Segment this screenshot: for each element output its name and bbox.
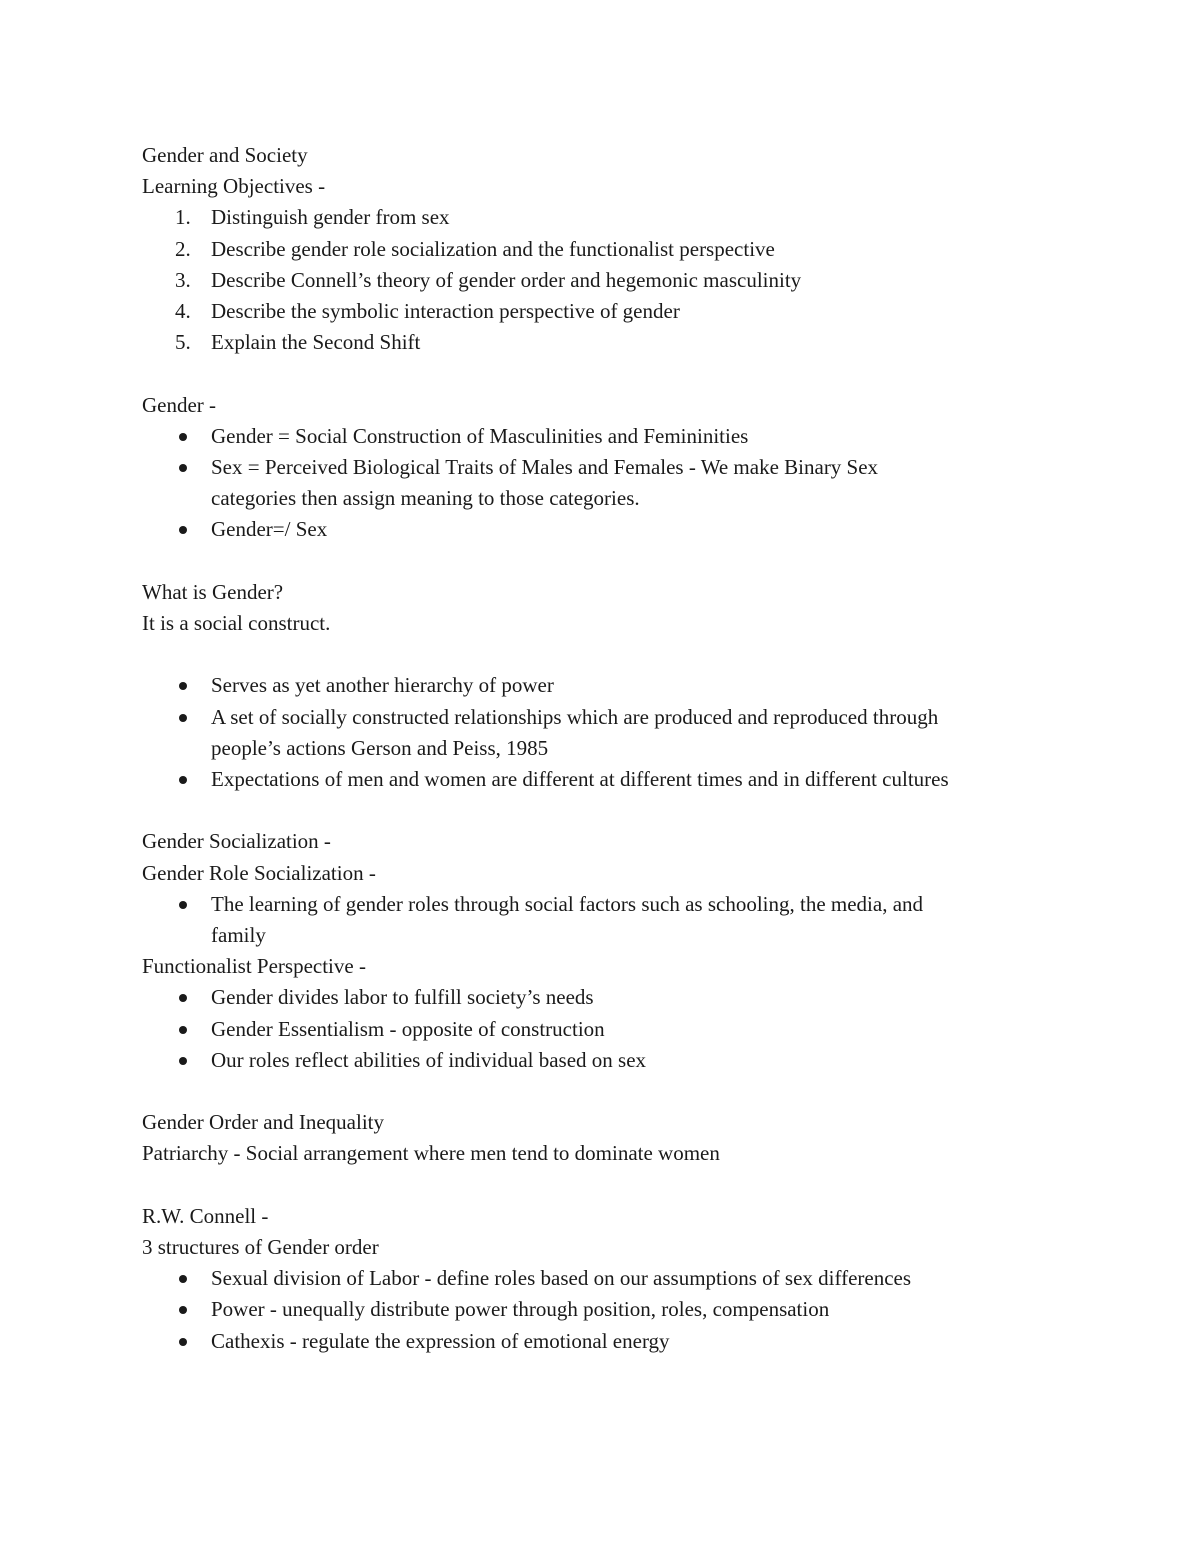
- bullet-icon: [179, 433, 187, 441]
- list-item: [142, 202, 1062, 233]
- list-item-text: Power - unequally distribute power through position, roles, compensation: [211, 1297, 830, 1322]
- spacer: [142, 639, 1062, 670]
- list-item-text: Describe gender role socialization and the functionalist perspective: [211, 236, 775, 261]
- document-title: Gender and Society: [142, 143, 308, 167]
- list-number: 2.: [175, 236, 191, 261]
- list-item: [142, 1326, 1062, 1357]
- list-item: [142, 1263, 1062, 1294]
- connell-subheading: 3 structures of Gender order: [142, 1235, 379, 1260]
- list-item: [142, 1014, 1062, 1045]
- what-is-gender-list: [142, 670, 1062, 795]
- gender-heading: Gender -: [142, 392, 217, 417]
- gender-order-heading: Gender Order and Inequality: [142, 1110, 384, 1135]
- bullet-icon: [179, 1057, 187, 1065]
- list-item: [142, 265, 1062, 296]
- list-item-text: Expectations of men and women are different at different times and in different cultures: [211, 767, 949, 792]
- connell-list: [142, 1263, 1062, 1357]
- list-item-text: Distinguish gender from sex: [211, 205, 450, 230]
- list-number: 5.: [175, 330, 191, 355]
- list-item: [142, 702, 1062, 764]
- bullet-icon: [179, 1026, 187, 1034]
- functionalist-heading: Functionalist Perspective -: [142, 954, 366, 979]
- list-item: [142, 1294, 1062, 1325]
- list-number: 4.: [175, 299, 191, 324]
- list-item-text: Gender=/ Sex: [211, 517, 328, 542]
- list-number: 3.: [175, 267, 191, 292]
- list-item-text: Sex = Perceived Biological Traits of Males and Females - We make Binary Sex: [211, 455, 879, 480]
- list-item: [142, 764, 1062, 795]
- bullet-icon: [179, 1338, 187, 1346]
- list-item-text: Gender = Social Construction of Masculinities and Femininities: [211, 423, 749, 448]
- bullet-icon: [179, 526, 187, 534]
- spacer: [142, 1170, 1062, 1201]
- list-item: [142, 889, 1062, 951]
- role-socialization-heading: Gender Role Socialization -: [142, 860, 376, 885]
- document-page: [142, 140, 1062, 1357]
- list-item: [142, 234, 1062, 265]
- functionalist-list: [142, 982, 1062, 1076]
- list-item-text: Describe the symbolic interaction perspective of gender: [211, 299, 680, 324]
- list-item: [142, 670, 1062, 701]
- spacer: [142, 795, 1062, 826]
- role-socialization-list: [142, 889, 1062, 951]
- list-item-text-continued: people’s actions Gerson and Peiss, 1985: [211, 735, 549, 760]
- list-item-text: Serves as yet another hierarchy of power: [211, 673, 554, 698]
- list-item-text: Describe Connell’s theory of gender order and hegemonic masculinity: [211, 267, 802, 292]
- list-item-text: Our roles reflect abilities of individual based on sex: [211, 1047, 647, 1072]
- list-item: [142, 452, 1062, 514]
- list-item-text: Explain the Second Shift: [211, 330, 421, 355]
- objectives-list: [142, 202, 1062, 358]
- list-item-text: Sexual division of Labor - define roles based on our assumptions of sex differences: [211, 1266, 912, 1291]
- patriarchy-definition: Patriarchy - Social arrangement where men tend to dominate women: [142, 1141, 720, 1166]
- list-item: [142, 514, 1062, 545]
- list-item-text: Gender Essentialism - opposite of construction: [211, 1016, 605, 1041]
- list-item: [142, 296, 1062, 327]
- bullet-icon: [179, 776, 187, 784]
- list-item-text: Gender divides labor to fulfill society’s needs: [211, 985, 594, 1010]
- gender-list: [142, 421, 1062, 546]
- bullet-icon: [179, 1275, 187, 1283]
- what-is-gender-subheading: It is a social construct.: [142, 611, 331, 636]
- list-item-text-continued: categories then assign meaning to those categories.: [211, 486, 640, 511]
- bullet-icon: [179, 714, 187, 722]
- list-number: 1.: [175, 205, 191, 230]
- list-item-text: Cathexis - regulate the expression of emotional energy: [211, 1328, 670, 1353]
- bullet-icon: [179, 682, 187, 690]
- spacer: [142, 358, 1062, 389]
- socialization-heading: Gender Socialization -: [142, 829, 331, 854]
- connell-heading: R.W. Connell -: [142, 1203, 269, 1228]
- bullet-icon: [179, 994, 187, 1002]
- what-is-gender-heading: What is Gender?: [142, 579, 284, 604]
- list-item: [142, 421, 1062, 452]
- list-item-text: A set of socially constructed relationships which are produced and reproduced through: [211, 704, 939, 729]
- list-item: [142, 982, 1062, 1013]
- spacer: [142, 546, 1062, 577]
- spacer: [142, 1076, 1062, 1107]
- objectives-heading: Learning Objectives -: [142, 174, 326, 199]
- list-item-text-continued: family: [211, 923, 266, 948]
- list-item: [142, 327, 1062, 358]
- list-item: [142, 1045, 1062, 1076]
- bullet-icon: [179, 464, 187, 472]
- list-item-text: The learning of gender roles through social factors such as schooling, the media, and: [211, 891, 924, 916]
- bullet-icon: [179, 1306, 187, 1314]
- bullet-icon: [179, 901, 187, 909]
